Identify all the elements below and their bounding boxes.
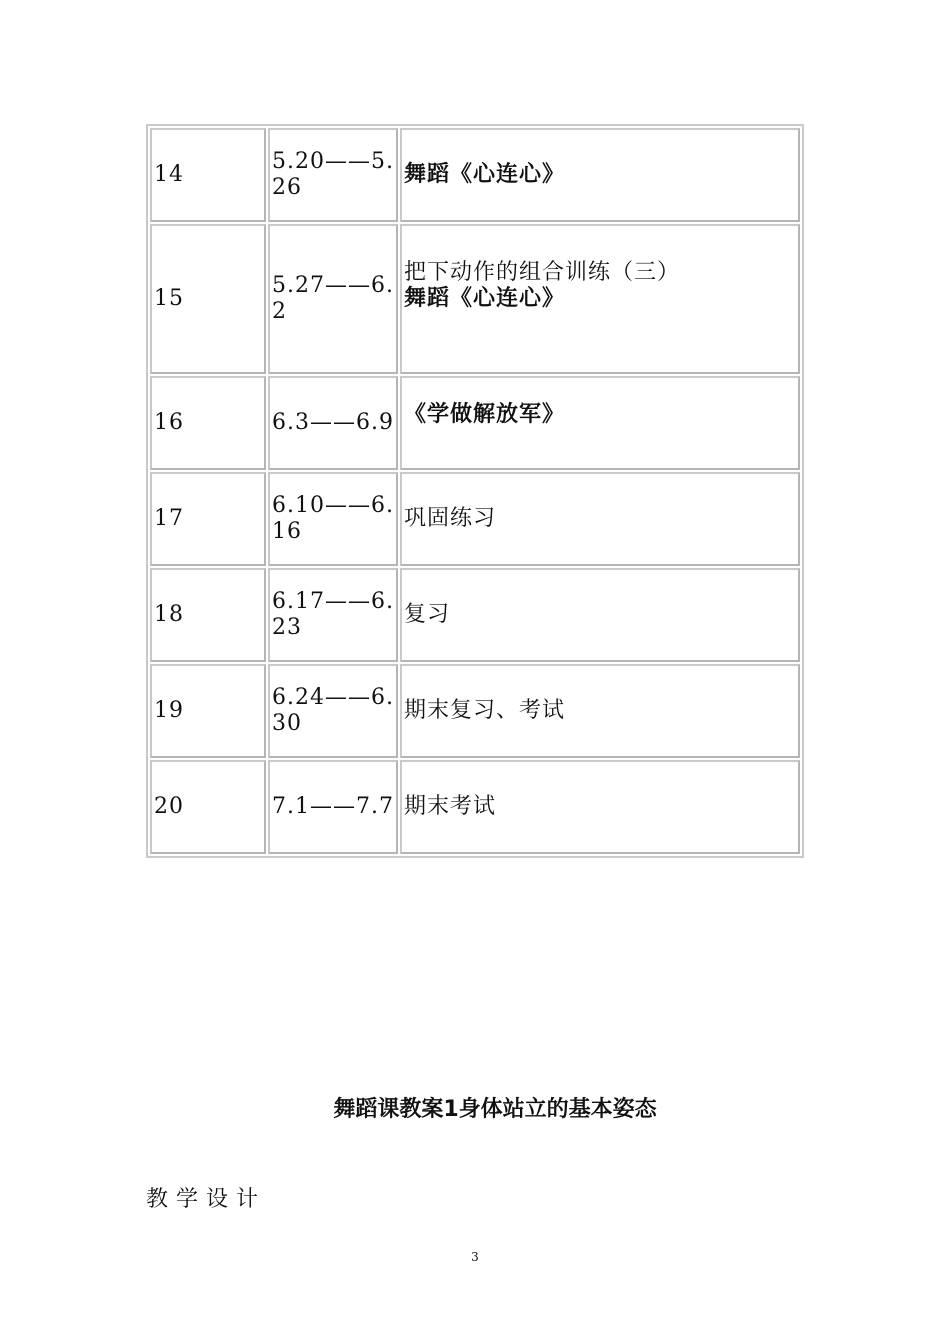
week-cell: 19 — [150, 664, 266, 758]
content-line: 《学做解放军》 — [404, 402, 566, 427]
page-number: 3 — [471, 1250, 479, 1264]
date-cell: 5.20——5.26 — [268, 128, 398, 222]
table-row — [150, 472, 800, 566]
content-line: 把下动作的组合训练（三） — [404, 260, 681, 285]
schedule-table — [146, 124, 804, 858]
content-cell — [400, 664, 800, 758]
content-line: 期末复习、考试 — [404, 698, 566, 723]
document-title: 舞蹈课教案1身体站立的基本姿态 — [333, 1097, 657, 1122]
section-heading: 教学设计 — [146, 1187, 267, 1212]
date-cell: 6.3——6.9 — [268, 376, 398, 470]
content-cell — [400, 376, 800, 470]
date-cell: 6.24——6.30 — [268, 664, 398, 758]
table-row — [150, 664, 800, 758]
content-line: 舞蹈《心连心》 — [404, 162, 566, 187]
week-cell: 15 — [150, 224, 266, 374]
content-cell — [400, 472, 800, 566]
content-cell — [400, 128, 800, 222]
content-line: 巩固练习 — [404, 506, 497, 531]
date-cell: 5.27——6.2 — [268, 224, 398, 374]
week-cell: 20 — [150, 760, 266, 854]
content-cell — [400, 224, 800, 374]
week-cell: 16 — [150, 376, 266, 470]
content-line: 复习 — [404, 602, 451, 627]
table-row — [150, 760, 800, 854]
week-cell: 14 — [150, 128, 266, 222]
content-cell — [400, 760, 800, 854]
table-row — [150, 568, 800, 662]
week-cell: 17 — [150, 472, 266, 566]
content-cell — [400, 568, 800, 662]
date-cell: 6.10——6.16 — [268, 472, 398, 566]
table-row — [150, 224, 800, 374]
date-cell: 6.17——6.23 — [268, 568, 398, 662]
content-line: 舞蹈《心连心》 — [404, 286, 566, 311]
content-line: 期末考试 — [404, 794, 497, 819]
week-cell: 18 — [150, 568, 266, 662]
table-row — [150, 376, 800, 470]
table-row — [150, 128, 800, 222]
date-cell: 7.1——7.7 — [268, 760, 398, 854]
